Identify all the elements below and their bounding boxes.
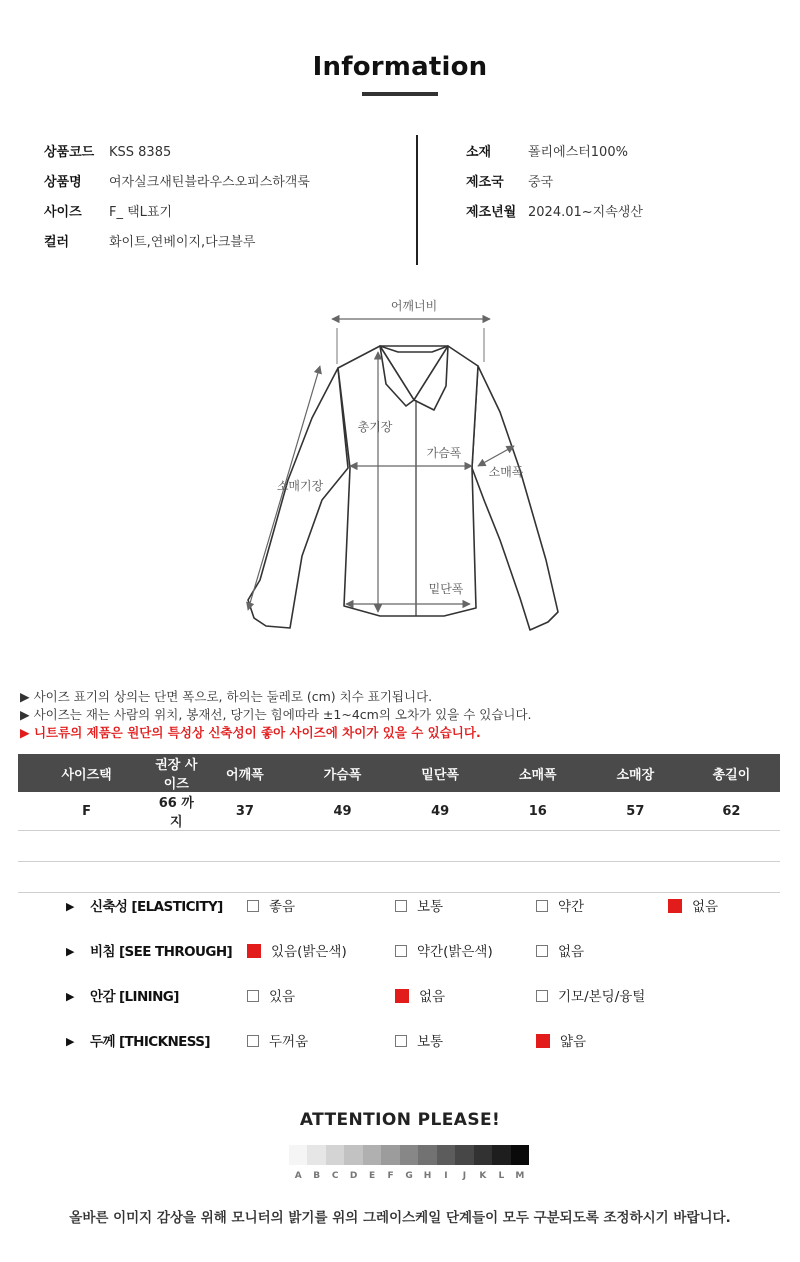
grayscale-letter: A [294,1171,302,1181]
col-header: 소매장 [588,754,683,792]
info-value: 2024.01~지속생산 [528,205,643,220]
table-cell: F [18,792,155,831]
attr-row-elasticity [0,896,800,918]
info-label: 제조국 [466,175,504,190]
label-shoulder: 어깨너비 [390,299,438,313]
info-label: 소재 [466,145,492,160]
attr-option: 보통 [395,896,443,918]
note-warning: ▶ 니트류의 제품은 원단의 특성상 신축성이 좋아 사이즈에 차이가 있을 수 있습니다. [20,725,481,740]
info-value: 중국 [528,175,554,190]
col-header: 권장 사이즈 [155,754,197,792]
size-table-header [18,754,780,792]
checkbox-icon [395,945,407,957]
title-underline [362,92,438,96]
col-header: 소매폭 [488,754,588,792]
attr-option-selected: 있음(밝은색) [247,941,347,963]
col-header: 어깨폭 [197,754,292,792]
col-header: 밑단폭 [393,754,488,792]
info-divider [416,135,418,265]
garment-diagram [240,295,580,640]
checkbox-icon [247,1035,259,1047]
grayscale-letters [289,1171,529,1181]
checkbox-icon [536,900,548,912]
grayscale-letter: K [479,1171,487,1181]
grayscale-swatch [307,1145,325,1165]
grayscale-swatch [400,1145,418,1165]
triangle-right-icon: ▶ [66,900,75,913]
grayscale-letter: H [423,1171,432,1181]
table-cell: 49 [292,792,392,831]
table-row-empty [18,862,780,893]
table-row-empty [18,831,780,862]
grayscale-letter: E [369,1171,376,1181]
checkbox-icon [536,945,548,957]
page-title: Information [312,52,488,82]
label-chest: 가슴폭 [426,446,462,460]
info-value: 화이트,연베이지,다크블루 [109,235,256,250]
checkbox-icon [247,900,259,912]
attr-label: 비침 [SEE THROUGH] [90,944,233,960]
attr-row-thickness [0,1031,800,1053]
attr-row-lining [0,986,800,1008]
col-header: 사이즈택 [18,754,155,792]
info-label: 컬러 [44,235,70,250]
grayscale-swatch [326,1145,344,1165]
grayscale-swatch [289,1145,307,1165]
attr-option: 보통 [395,1031,443,1053]
grayscale-swatch [344,1145,362,1165]
checked-box-icon [536,1034,550,1048]
grayscale-letter: J [462,1171,467,1181]
label-sleeve-length: 소매기장 [276,479,324,493]
attr-option: 있음 [247,986,295,1008]
attr-row-see-through [0,941,800,963]
checkbox-icon [536,990,548,1002]
grayscale-swatch [437,1145,455,1165]
table-cell: 37 [197,792,292,831]
attr-label: 신축성 [ELASTICITY] [90,899,223,915]
attr-option: 좋음 [247,896,295,918]
col-header: 가슴폭 [292,754,392,792]
checked-box-icon [395,989,409,1003]
attention-text: 올바른 이미지 감상을 위해 모니터의 밝기를 위의 그레이스케일 단계들이 모두 구분되도록 조정하시기 바랍니다. [69,1210,731,1226]
note-line: ▶ 사이즈 표기의 상의는 단면 폭으로, 하의는 둘레로 (cm) 치수 표기됩니다. [20,689,433,704]
grayscale-swatch [492,1145,510,1165]
grayscale-letter: M [515,1171,525,1181]
table-cell: 66 까지 [155,792,197,831]
table-cell: 62 [683,792,780,831]
label-total-length: 총기장 [357,420,393,434]
attr-option: 두꺼움 [247,1031,308,1053]
info-label: 제조년월 [466,205,517,220]
checkbox-icon [395,900,407,912]
info-value: 폴리에스터100% [528,145,628,160]
info-label: 사이즈 [44,205,82,220]
attr-option-selected: 없음 [668,896,718,918]
grayscale-letter: F [387,1171,394,1181]
checked-box-icon [247,944,261,958]
label-hem: 밑단폭 [428,582,464,596]
info-label: 상품코드 [44,145,95,160]
attr-option: 기모/본딩/융털 [536,986,645,1008]
grayscale-strip [289,1145,529,1165]
table-row [18,792,780,831]
grayscale-letter: L [498,1171,505,1181]
table-cell: 49 [393,792,488,831]
grayscale-swatch [381,1145,399,1165]
attr-option: 약간(밝은색) [395,941,493,963]
grayscale-letter: D [349,1171,358,1181]
triangle-right-icon: ▶ [66,945,75,958]
attention-title: ATTENTION PLEASE! [299,1110,501,1130]
attr-option: 없음 [536,941,584,963]
col-header: 총길이 [683,754,780,792]
triangle-right-icon: ▶ [66,990,75,1003]
size-notes [20,688,780,742]
label-sleeve-width: 소매폭 [488,465,524,479]
grayscale-letter: B [313,1171,321,1181]
grayscale-swatch [418,1145,436,1165]
size-table [18,754,780,893]
attr-option-selected: 없음 [395,986,445,1008]
info-value: 여자실크새틴블라우스오피스하객룩 [109,175,310,190]
grayscale-swatch [511,1145,529,1165]
grayscale-letter: I [444,1171,448,1181]
attr-option-selected: 얇음 [536,1031,586,1053]
checkbox-icon [247,990,259,1002]
grayscale-swatch [455,1145,473,1165]
table-cell: 16 [488,792,588,831]
checked-box-icon [668,899,682,913]
info-value: F_ 택L표기 [109,205,173,220]
note-line: ▶ 사이즈는 재는 사람의 위치, 봉재선, 당기는 힘에따라 ±1~4cm의 오차가 있을 수 있습니다. [20,707,532,722]
grayscale-letter: G [405,1171,413,1181]
attr-option: 약간 [536,896,584,918]
attr-label: 두께 [THICKNESS] [90,1034,210,1050]
grayscale-swatch [363,1145,381,1165]
table-cell: 57 [588,792,683,831]
triangle-right-icon: ▶ [66,1035,75,1048]
checkbox-icon [395,1035,407,1047]
grayscale-swatch [474,1145,492,1165]
grayscale-letter: C [331,1171,339,1181]
attr-label: 안감 [LINING] [90,989,179,1005]
info-value: KSS 8385 [109,145,172,160]
info-label: 상품명 [44,175,82,190]
